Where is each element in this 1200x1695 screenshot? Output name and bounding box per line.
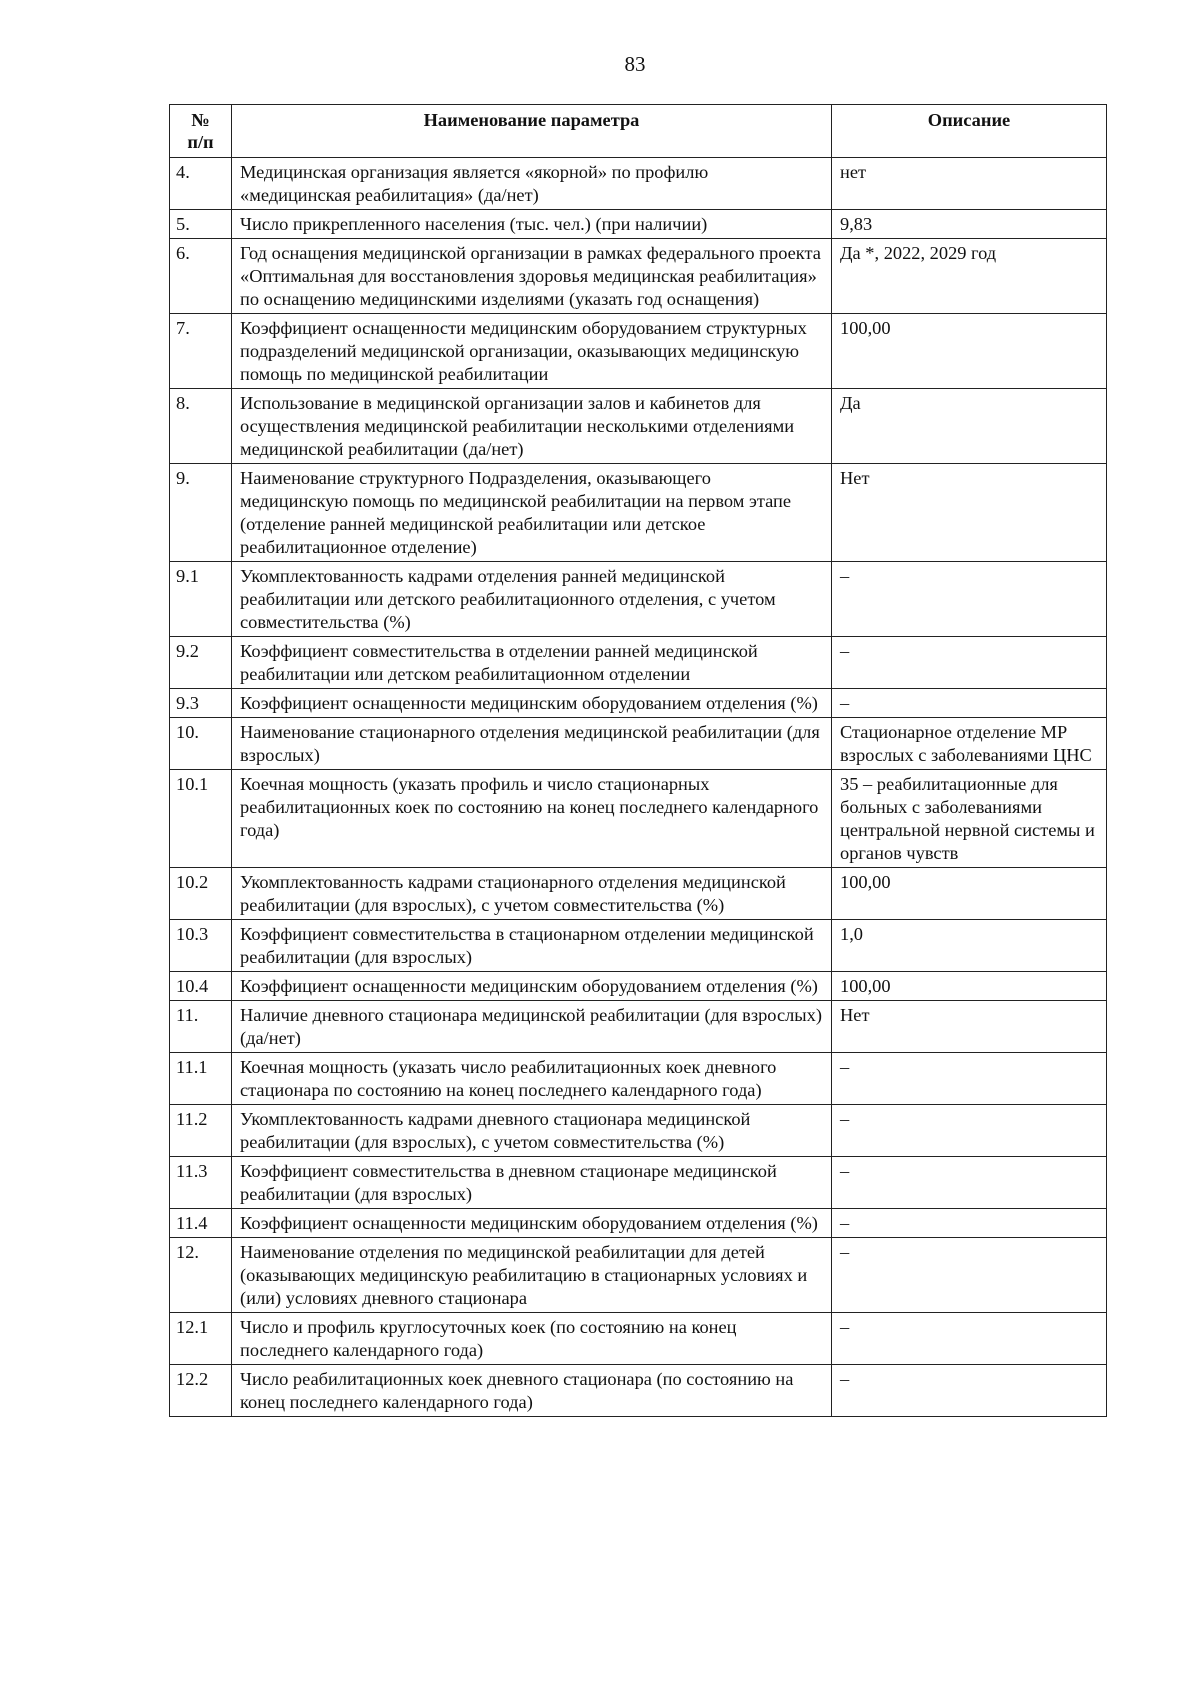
row-description: нет [832, 158, 1107, 210]
row-parameter-name: Коэффициент совместительства в стационарном отделении медицинской реабилитации (для взрослых) [232, 920, 832, 972]
table-row [170, 770, 1107, 868]
row-number: 11. [170, 1001, 232, 1053]
page-number: 83 [624, 52, 646, 76]
row-number: 12.1 [170, 1313, 232, 1365]
row-number: 6. [170, 239, 232, 314]
row-parameter-name: Коэффициент оснащенности медицинским оборудованием отделения (%) [232, 1209, 832, 1238]
row-number: 10.4 [170, 972, 232, 1001]
row-description: 100,00 [832, 972, 1107, 1001]
table-row [170, 1105, 1107, 1157]
row-parameter-name: Медицинская организация является «якорной» по профилю «медицинская реабилитация» (да/нет) [232, 158, 832, 210]
row-number: 9. [170, 464, 232, 562]
row-number: 12.2 [170, 1365, 232, 1417]
table-row [170, 972, 1107, 1001]
row-number: 9.2 [170, 637, 232, 689]
row-parameter-name: Укомплектованность кадрами отделения ранней медицинской реабилитации или детского реабилитационного отделения, с учетом совместительства (%) [232, 562, 832, 637]
table-row [170, 464, 1107, 562]
table-row [170, 1157, 1107, 1209]
row-description: – [832, 1209, 1107, 1238]
table-row [170, 1001, 1107, 1053]
row-parameter-name: Коэффициент совместительства в дневном стационаре медицинской реабилитации (для взрослых) [232, 1157, 832, 1209]
row-description: – [832, 689, 1107, 718]
table-row [170, 1313, 1107, 1365]
row-number: 11.3 [170, 1157, 232, 1209]
row-description: – [832, 1157, 1107, 1209]
row-parameter-name: Наименование структурного Подразделения, оказывающего медицинскую помощь по медицинской реабилитации на первом этапе (отделение ранней медицинской реабилитации или детское реабилитационное отделение) [232, 464, 832, 562]
row-parameter-name: Наименование отделения по медицинской реабилитации для детей (оказывающих медицинскую реабилитацию в стационарных условиях и (или) условиях дневного стационара [232, 1238, 832, 1313]
row-description: – [832, 637, 1107, 689]
header-description: Описание [832, 105, 1107, 158]
table-row [170, 1238, 1107, 1313]
row-description: Да *, 2022, 2029 год [832, 239, 1107, 314]
table-row [170, 1053, 1107, 1105]
row-description: 35 – реабилитационные для больных с заболеваниями центральной нервной системы и органов чувств [832, 770, 1107, 868]
row-parameter-name: Год оснащения медицинской организации в рамках федерального проекта «Оптимальная для восстановления здоровья медицинская реабилитация» по оснащению медицинскими изделиями (указать год оснащения) [232, 239, 832, 314]
table-row [170, 1209, 1107, 1238]
row-number: 9.3 [170, 689, 232, 718]
row-parameter-name: Число реабилитационных коек дневного стационара (по состоянию на конец последнего календарного года) [232, 1365, 832, 1417]
table-row [170, 637, 1107, 689]
row-description: – [832, 1313, 1107, 1365]
table-row [170, 920, 1107, 972]
row-number: 10.2 [170, 868, 232, 920]
table-body [170, 158, 1107, 1417]
row-number: 11.4 [170, 1209, 232, 1238]
row-number: 10.1 [170, 770, 232, 868]
row-number: 12. [170, 1238, 232, 1313]
row-parameter-name: Коечная мощность (указать профиль и число стационарных реабилитационных коек по состоянию на конец последнего календарного года) [232, 770, 832, 868]
row-number: 10.3 [170, 920, 232, 972]
row-number: 8. [170, 389, 232, 464]
table-row [170, 868, 1107, 920]
row-description: – [832, 1053, 1107, 1105]
row-parameter-name: Использование в медицинской организации залов и кабинетов для осуществления медицинской реабилитации несколькими отделениями медицинской реабилитации (да/нет) [232, 389, 832, 464]
parameters-table [169, 104, 1107, 1417]
table-row [170, 718, 1107, 770]
row-number: 4. [170, 158, 232, 210]
row-description: Да [832, 389, 1107, 464]
row-parameter-name: Коэффициент оснащенности медицинским оборудованием отделения (%) [232, 972, 832, 1001]
row-number: 5. [170, 210, 232, 239]
row-description: – [832, 1238, 1107, 1313]
table-row [170, 239, 1107, 314]
row-parameter-name: Число и профиль круглосуточных коек (по состоянию на конец последнего календарного года) [232, 1313, 832, 1365]
row-parameter-name: Укомплектованность кадрами дневного стационара медицинской реабилитации (для взрослых), с учетом совместительства (%) [232, 1105, 832, 1157]
header-number-symbol: № [191, 110, 210, 130]
row-description: 100,00 [832, 314, 1107, 389]
row-parameter-name: Коечная мощность (указать число реабилитационных коек дневного стационара по состоянию на конец последнего календарного года) [232, 1053, 832, 1105]
row-number: 10. [170, 718, 232, 770]
table-row [170, 158, 1107, 210]
row-number: 7. [170, 314, 232, 389]
row-parameter-name: Наименование стационарного отделения медицинской реабилитации (для взрослых) [232, 718, 832, 770]
table-row [170, 1365, 1107, 1417]
row-description: – [832, 562, 1107, 637]
row-description: Нет [832, 464, 1107, 562]
row-parameter-name: Наличие дневного стационара медицинской реабилитации (для взрослых) (да/нет) [232, 1001, 832, 1053]
header-parameter-name: Наименование параметра [232, 105, 832, 158]
table-row [170, 689, 1107, 718]
row-description: – [832, 1105, 1107, 1157]
row-parameter-name: Коэффициент оснащенности медицинским оборудованием структурных подразделений медицинской организации, оказывающих медицинскую помощь по медицинской реабилитации [232, 314, 832, 389]
row-description: 100,00 [832, 868, 1107, 920]
header-number [170, 105, 232, 158]
row-number: 11.2 [170, 1105, 232, 1157]
row-description: – [832, 1365, 1107, 1417]
row-parameter-name: Число прикрепленного населения (тыс. чел.) (при наличии) [232, 210, 832, 239]
header-number-abbr: п/п [187, 132, 214, 152]
row-description: Нет [832, 1001, 1107, 1053]
row-description: 9,83 [832, 210, 1107, 239]
row-description: Стационарное отделение МР взрослых с заболеваниями ЦНС [832, 718, 1107, 770]
row-parameter-name: Коэффициент оснащенности медицинским оборудованием отделения (%) [232, 689, 832, 718]
row-description: 1,0 [832, 920, 1107, 972]
table-row [170, 562, 1107, 637]
row-parameter-name: Укомплектованность кадрами стационарного отделения медицинской реабилитации (для взрослых), с учетом совместительства (%) [232, 868, 832, 920]
table-header-row [170, 105, 1107, 158]
table-row [170, 314, 1107, 389]
row-number: 9.1 [170, 562, 232, 637]
row-parameter-name: Коэффициент совместительства в отделении ранней медицинской реабилитации или детском реабилитационном отделении [232, 637, 832, 689]
row-number: 11.1 [170, 1053, 232, 1105]
table-row [170, 389, 1107, 464]
table-row [170, 210, 1107, 239]
